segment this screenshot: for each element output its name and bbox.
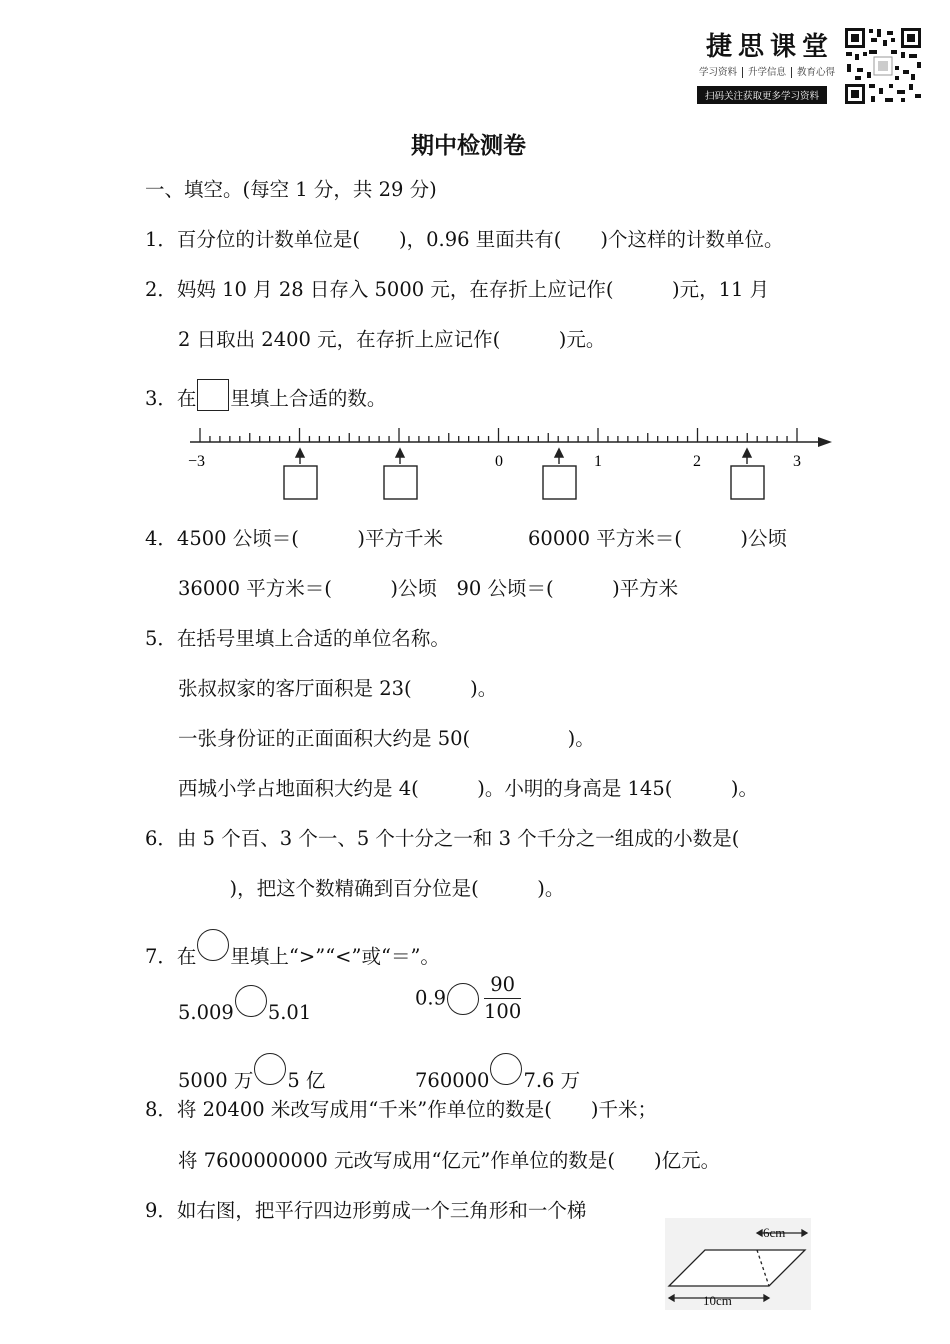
question-1: 1．百分位的计数单位是( )，0.96 里面共有( )个这样的计数单位。 bbox=[145, 228, 784, 251]
question-3-suffix: 里填上合适的数。 bbox=[230, 387, 387, 410]
question-9: 9．如右图，把平行四边形剪成一个三角形和一个梯 bbox=[145, 1199, 587, 1222]
compare-a-left: 5.009 bbox=[178, 1001, 234, 1024]
brand-tag-1: 学习资料 bbox=[699, 67, 738, 78]
answer-circle-icon bbox=[447, 983, 479, 1015]
numberline-answer-box-3 bbox=[543, 449, 576, 499]
fraction-denominator: 100 bbox=[484, 1000, 522, 1023]
answer-box-icon bbox=[197, 379, 229, 411]
compare-item-d bbox=[415, 1053, 580, 1094]
numberline-label-2: 2 bbox=[693, 453, 701, 470]
brand-tag-2: 升学信息 bbox=[748, 67, 787, 78]
compare-item-c bbox=[178, 1053, 325, 1094]
question-5-a: 张叔叔家的客厅面积是 23( )。 bbox=[178, 677, 498, 700]
question-6-line-2: )，把这个数精确到百分位是( )。 bbox=[210, 877, 565, 900]
compare-d-left: 760000 bbox=[415, 1069, 490, 1092]
question-2-line-2: 2 日取出 2400 元，在存折上应记作( )元。 bbox=[178, 328, 606, 351]
question-4-right: 60000 平方米＝( )公顷 bbox=[528, 527, 787, 550]
brand-tags bbox=[699, 64, 835, 78]
question-3-prefix: 3．在 bbox=[145, 387, 197, 410]
numberline-label-3: 3 bbox=[793, 453, 801, 470]
question-5: 5．在括号里填上合适的单位名称。 bbox=[145, 627, 450, 650]
fraction bbox=[484, 972, 521, 1025]
numberline-label-1: 1 bbox=[594, 453, 602, 470]
compare-item-a bbox=[178, 985, 311, 1026]
question-7 bbox=[145, 929, 440, 970]
page-title: 期中检测卷 bbox=[411, 133, 526, 159]
question-5-c: 西城小学占地面积大约是 4( )。小明的身高是 145( )。 bbox=[178, 777, 758, 800]
compare-c-right: 5 亿 bbox=[287, 1069, 326, 1092]
question-8-line-1: 8．将 20400 米改写成用“千米”作单位的数是( )千米； bbox=[145, 1098, 657, 1121]
figure-bottom-label: 10cm bbox=[703, 1293, 732, 1308]
numberline-label-neg3: −3 bbox=[188, 453, 206, 470]
question-3 bbox=[145, 379, 386, 412]
numberline-answer-box-2 bbox=[384, 449, 417, 499]
figure-top-label: 6cm bbox=[763, 1225, 786, 1240]
compare-item-b bbox=[415, 972, 521, 1025]
compare-a-right: 5.01 bbox=[267, 1001, 312, 1024]
brand-slogan: 扫码关注获取更多学习资料 bbox=[697, 86, 827, 104]
question-6-line-1: 6．由 5 个百、3 个一、5 个十分之一和 3 个千分之一组成的小数是( bbox=[145, 827, 740, 850]
compare-b-left: 0.9 bbox=[415, 986, 447, 1010]
fraction-numerator: 90 bbox=[484, 972, 521, 999]
section-heading: 一、填空。(每空 1 分，共 29 分) bbox=[145, 178, 437, 201]
number-line bbox=[180, 420, 835, 510]
parallelogram-figure bbox=[665, 1218, 811, 1310]
question-2-line-1: 2．妈妈 10 月 28 日存入 5000 元，在存折上应记作( )元，11 月 bbox=[145, 278, 770, 301]
compare-c-left: 5000 万 bbox=[178, 1069, 254, 1092]
answer-circle-icon bbox=[197, 929, 229, 961]
brand-tag-3: 教育心得 bbox=[797, 67, 836, 78]
qr-code-icon[interactable] bbox=[843, 26, 923, 106]
numberline-answer-box-4 bbox=[731, 449, 764, 499]
question-8-line-2: 将 7600000000 元改写成用“亿元”作单位的数是( )亿元。 bbox=[178, 1149, 721, 1172]
question-4-left: 4．4500 公顷＝( )平方千米 bbox=[145, 527, 443, 550]
question-5-b: 一张身份证的正面面积大约是 50( )。 bbox=[178, 727, 595, 750]
brand-name: 捷思课堂 bbox=[706, 32, 835, 62]
numberline-answer-box-1 bbox=[284, 449, 317, 499]
question-7-suffix: 里填上“>”“<”或“＝”。 bbox=[230, 945, 440, 968]
question-7-prefix: 7．在 bbox=[145, 945, 197, 968]
answer-circle-icon bbox=[235, 985, 267, 1017]
compare-d-right: 7.6 万 bbox=[523, 1069, 581, 1092]
answer-circle-icon bbox=[254, 1053, 286, 1085]
numberline-label-0: 0 bbox=[495, 453, 503, 470]
question-4-line-2: 36000 平方米＝( )公顷 90 公顷＝( )平方米 bbox=[178, 577, 679, 600]
answer-circle-icon bbox=[490, 1053, 522, 1085]
